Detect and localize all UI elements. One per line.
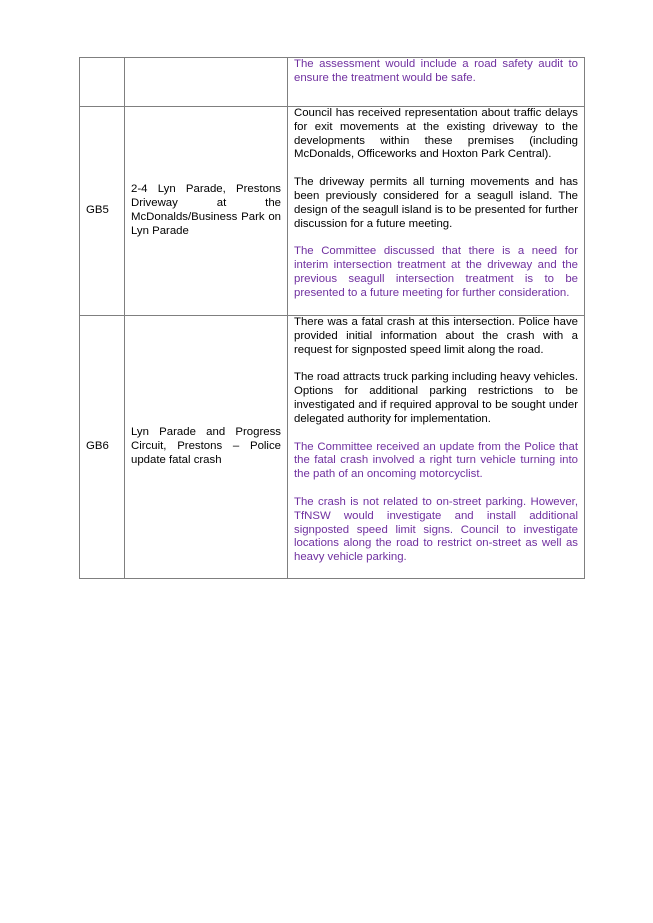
location-cell: 2-4 Lyn Parade, Prestons Driveway at the McDonalds/Business Park on Lyn Parade [125,107,288,316]
discussion-cell [288,58,585,107]
discussion-paragraph: The Committee received an update from the Police that the fatal crash involved a right turn vehicle turning into the path of an oncoming motorcyclist. [294,440,578,481]
item-id-cell [80,58,125,107]
location-cell: Lyn Parade and Progress Circuit, Prestons – Police update fatal crash [125,316,288,579]
table-row [80,58,585,107]
table-row [80,316,585,579]
location-cell [125,58,288,107]
minutes-table [79,57,585,579]
discussion-paragraph: There was a fatal crash at this intersection. Police have provided initial information about the crash with a request for signposted speed limit along the road. [294,316,578,356]
discussion-cell [288,107,585,316]
discussion-paragraph: The driveway permits all turning movements and has been previously considered for a seagull island. The design of the seagull island is to be presented for further discussion for a future meeting. [294,176,578,230]
discussion-paragraph: The assessment would include a road safety audit to ensure the treatment would be safe. [294,58,578,84]
discussion-paragraph: Council has received representation about traffic delays for exit movements at the existing driveway to the developments within these premises (including McDonalds, Officeworks and Hoxton Park Central). [294,107,578,161]
item-id-cell: GB5 [80,107,125,316]
discussion-paragraph: The road attracts truck parking including heavy vehicles. Options for additional parking restrictions to be investigated and if required approval to be sought under delegated authority for implementation. [294,371,578,425]
discussion-paragraph: The Committee discussed that there is a need for interim intersection treatment at the driveway and the previous seagull intersection treatment is to be presented to a future meeting for further consideration. [294,245,578,299]
discussion-cell [288,316,585,579]
discussion-paragraph: The crash is not related to on-street parking. However, TfNSW would investigate and install additional signposted speed limit signs. Council to investigate locations along the road to restrict on-street as well as heavy vehicle parking. [294,495,578,564]
item-id-cell: GB6 [80,316,125,579]
table-row [80,107,585,316]
